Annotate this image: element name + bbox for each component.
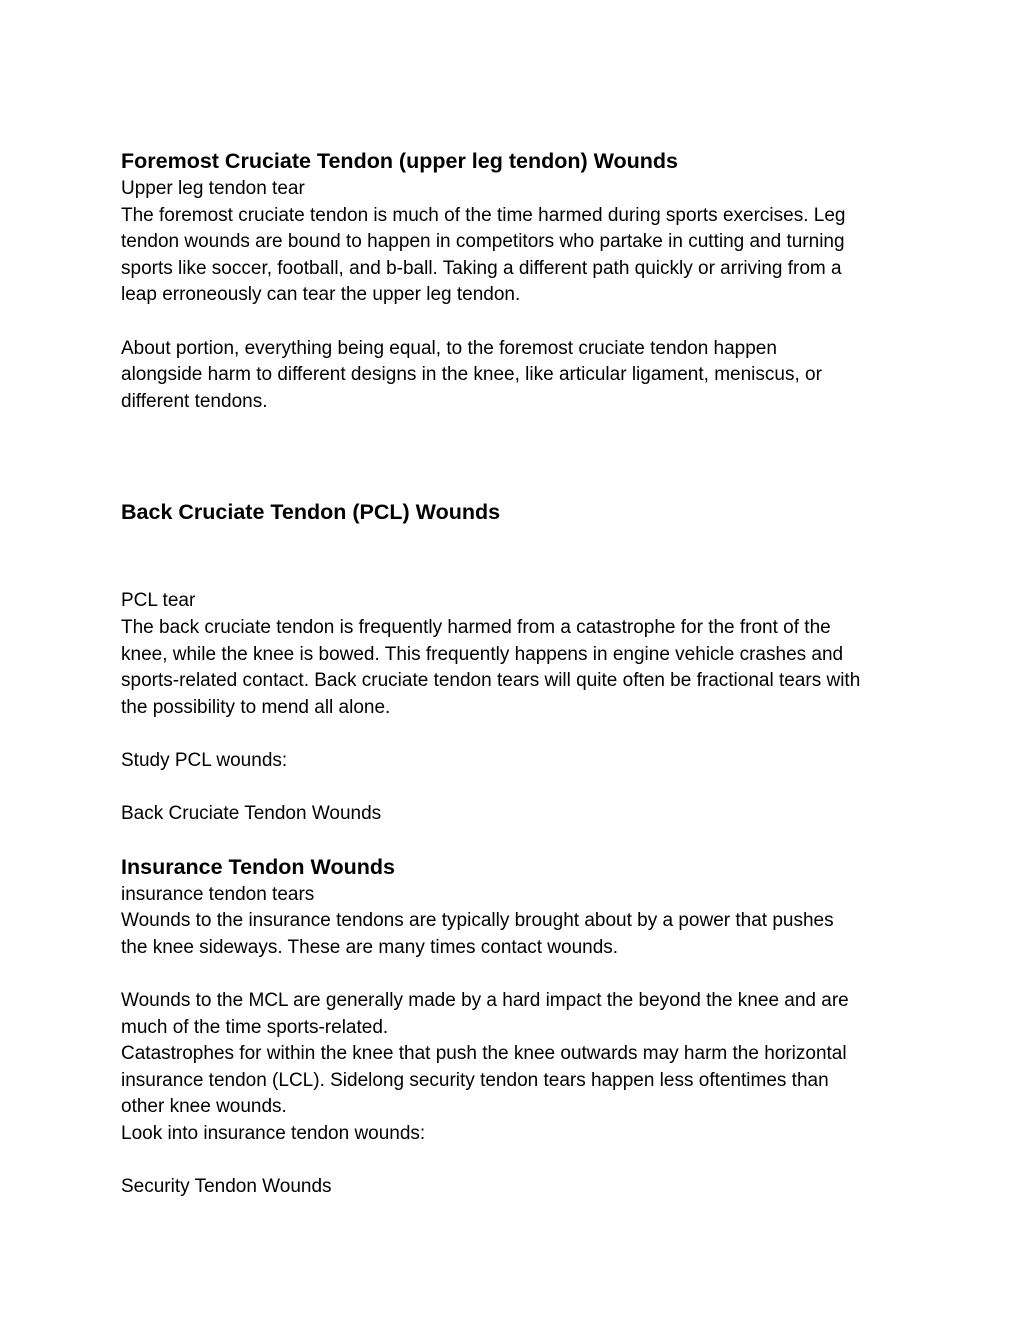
paragraph-pcl-1 xyxy=(121,615,911,721)
text-line: sports-related contact. Back cruciate tendon tears will quite often be fractional tears with xyxy=(121,670,861,692)
document-page xyxy=(121,146,911,1201)
text-line: the possibility to mend all alone. xyxy=(121,696,391,718)
paragraph-insurance-1 xyxy=(121,908,911,961)
section-spacer xyxy=(121,415,911,497)
section-heading-pcl: Back Cruciate Tendon (PCL) Wounds xyxy=(121,500,501,525)
text-line: different tendons. xyxy=(121,390,268,412)
paragraph-insurance-2 xyxy=(121,988,911,1148)
text-line: knee, while the knee is bowed. This frequently happens in engine vehicle crashes and xyxy=(121,643,844,665)
pcl-wounds-link[interactable]: Back Cruciate Tendon Wounds xyxy=(121,803,382,825)
text-line: About portion, everything being equal, to the foremost cruciate tendon happen xyxy=(121,337,777,359)
security-wounds-link[interactable]: Security Tendon Wounds xyxy=(121,1176,332,1198)
text-line: alongside harm to different designs in the knee, like articular ligament, meniscus, or xyxy=(121,364,822,386)
section-heading-insurance: Insurance Tendon Wounds xyxy=(121,854,395,879)
paragraph-acl-1 xyxy=(121,203,911,309)
section-subtitle-pcl: PCL tear xyxy=(121,590,196,612)
text-line: The back cruciate tendon is frequently harmed from a catastrophe for the front of the xyxy=(121,616,831,638)
section-heading-acl: Foremost Cruciate Tendon (upper leg tendon) Wounds xyxy=(121,149,679,173)
blank-line xyxy=(121,309,911,336)
text-line: insurance tendon (LCL). Sidelong security tendon tears happen less oftentimes than xyxy=(121,1069,829,1091)
text-line: leap erroneously can tear the upper leg tendon. xyxy=(121,284,521,306)
study-pcl-text: Study PCL wounds: xyxy=(121,749,288,771)
text-line: The foremost cruciate tendon is much of the time harmed during sports exercises. Leg xyxy=(121,204,846,226)
section-subtitle-insurance: insurance tendon tears xyxy=(121,883,315,905)
blank-line xyxy=(121,961,911,988)
section-spacer xyxy=(121,828,911,852)
text-line: sports like soccer, football, and b-ball. Taking a different path quickly or arriving from a xyxy=(121,257,842,279)
section-spacer xyxy=(121,527,911,588)
text-line: much of the time sports-related. xyxy=(121,1016,389,1038)
text-line: Wounds to the MCL are generally made by a hard impact the beyond the knee and are xyxy=(121,990,849,1012)
blank-line xyxy=(121,775,911,802)
blank-line xyxy=(121,1148,911,1175)
paragraph-acl-2 xyxy=(121,336,911,416)
text-line: Look into insurance tendon wounds: xyxy=(121,1123,426,1145)
text-line: Wounds to the insurance tendons are typically brought about by a power that pushes xyxy=(121,910,834,932)
text-line: Catastrophes for within the knee that push the knee outwards may harm the horizontal xyxy=(121,1043,847,1065)
section-subtitle-acl: Upper leg tendon tear xyxy=(121,178,305,199)
text-line: tendon wounds are bound to happen in competitors who partake in cutting and turning xyxy=(121,231,845,253)
text-line: other knee wounds. xyxy=(121,1096,287,1118)
text-line: the knee sideways. These are many times contact wounds. xyxy=(121,936,619,958)
blank-line xyxy=(121,721,911,748)
